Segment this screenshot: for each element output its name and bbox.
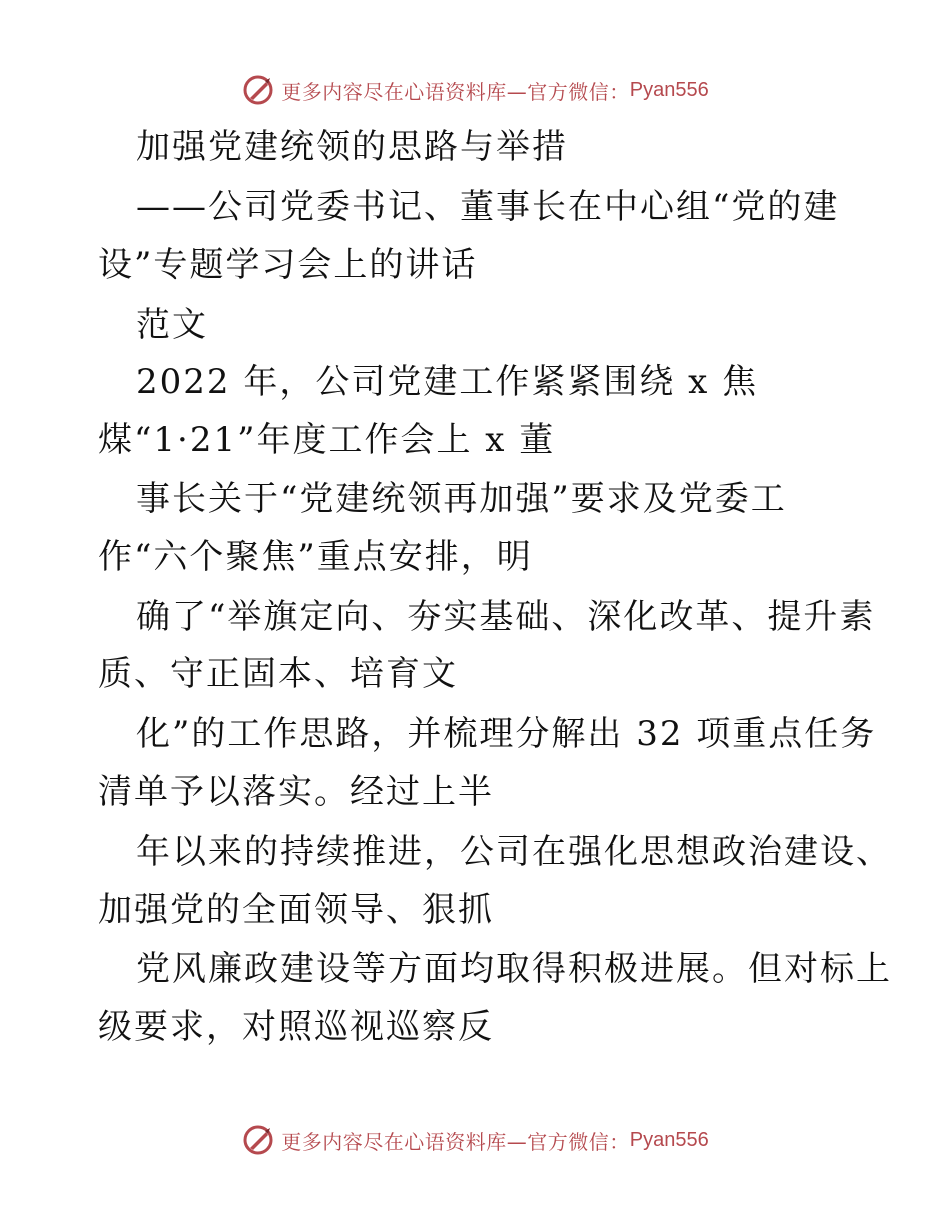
quill-logo-icon: [241, 73, 275, 107]
body-line: 党风廉政建设等方面均取得积极进展。但对标上: [136, 949, 892, 989]
body-line: 2022 年，公司党建工作紧紧围绕 x 焦: [136, 362, 759, 402]
body-line: 作“六个聚焦”重点安排，明: [98, 537, 533, 577]
header-watermark: [0, 70, 950, 110]
watermark-wechat-id: Pyan556: [629, 78, 709, 101]
body-line: 年以来的持续推进，公司在强化思想政治建设、: [136, 832, 892, 872]
document-subtitle-line-1: ——公司党委书记、董事长在中心组“党的建: [136, 187, 840, 227]
body-line: 化”的工作思路，并梳理分解出 32 项重点任务: [136, 714, 877, 754]
body-line: 煤“1·21”年度工作会上 x 董: [98, 420, 556, 460]
body-line: 清单予以落实。经过上半: [98, 772, 494, 812]
document-title: 加强党建统领的思路与举措: [136, 127, 568, 167]
body-line: 质、守正固本、培育文: [98, 654, 458, 694]
body-line: 级要求，对照巡视巡察反: [98, 1007, 494, 1047]
watermark-wechat-id: Pyan556: [629, 1128, 709, 1151]
watermark-text: 更多内容尽在心语资料库—官方微信：: [281, 79, 630, 104]
document-subtitle-line-2: 设”专题学习会上的讲话: [98, 245, 478, 285]
document-label: 范文: [136, 305, 208, 345]
footer-watermark: [0, 1120, 950, 1160]
quill-logo-icon: [241, 1123, 275, 1157]
body-line: 加强党的全面领导、狠抓: [98, 890, 494, 930]
body-line: 事长关于“党建统领再加强”要求及党委工: [136, 479, 787, 519]
body-line: 确了“举旗定向、夯实基础、深化改革、提升素: [136, 597, 876, 637]
watermark-text: 更多内容尽在心语资料库—官方微信：: [281, 1129, 630, 1154]
